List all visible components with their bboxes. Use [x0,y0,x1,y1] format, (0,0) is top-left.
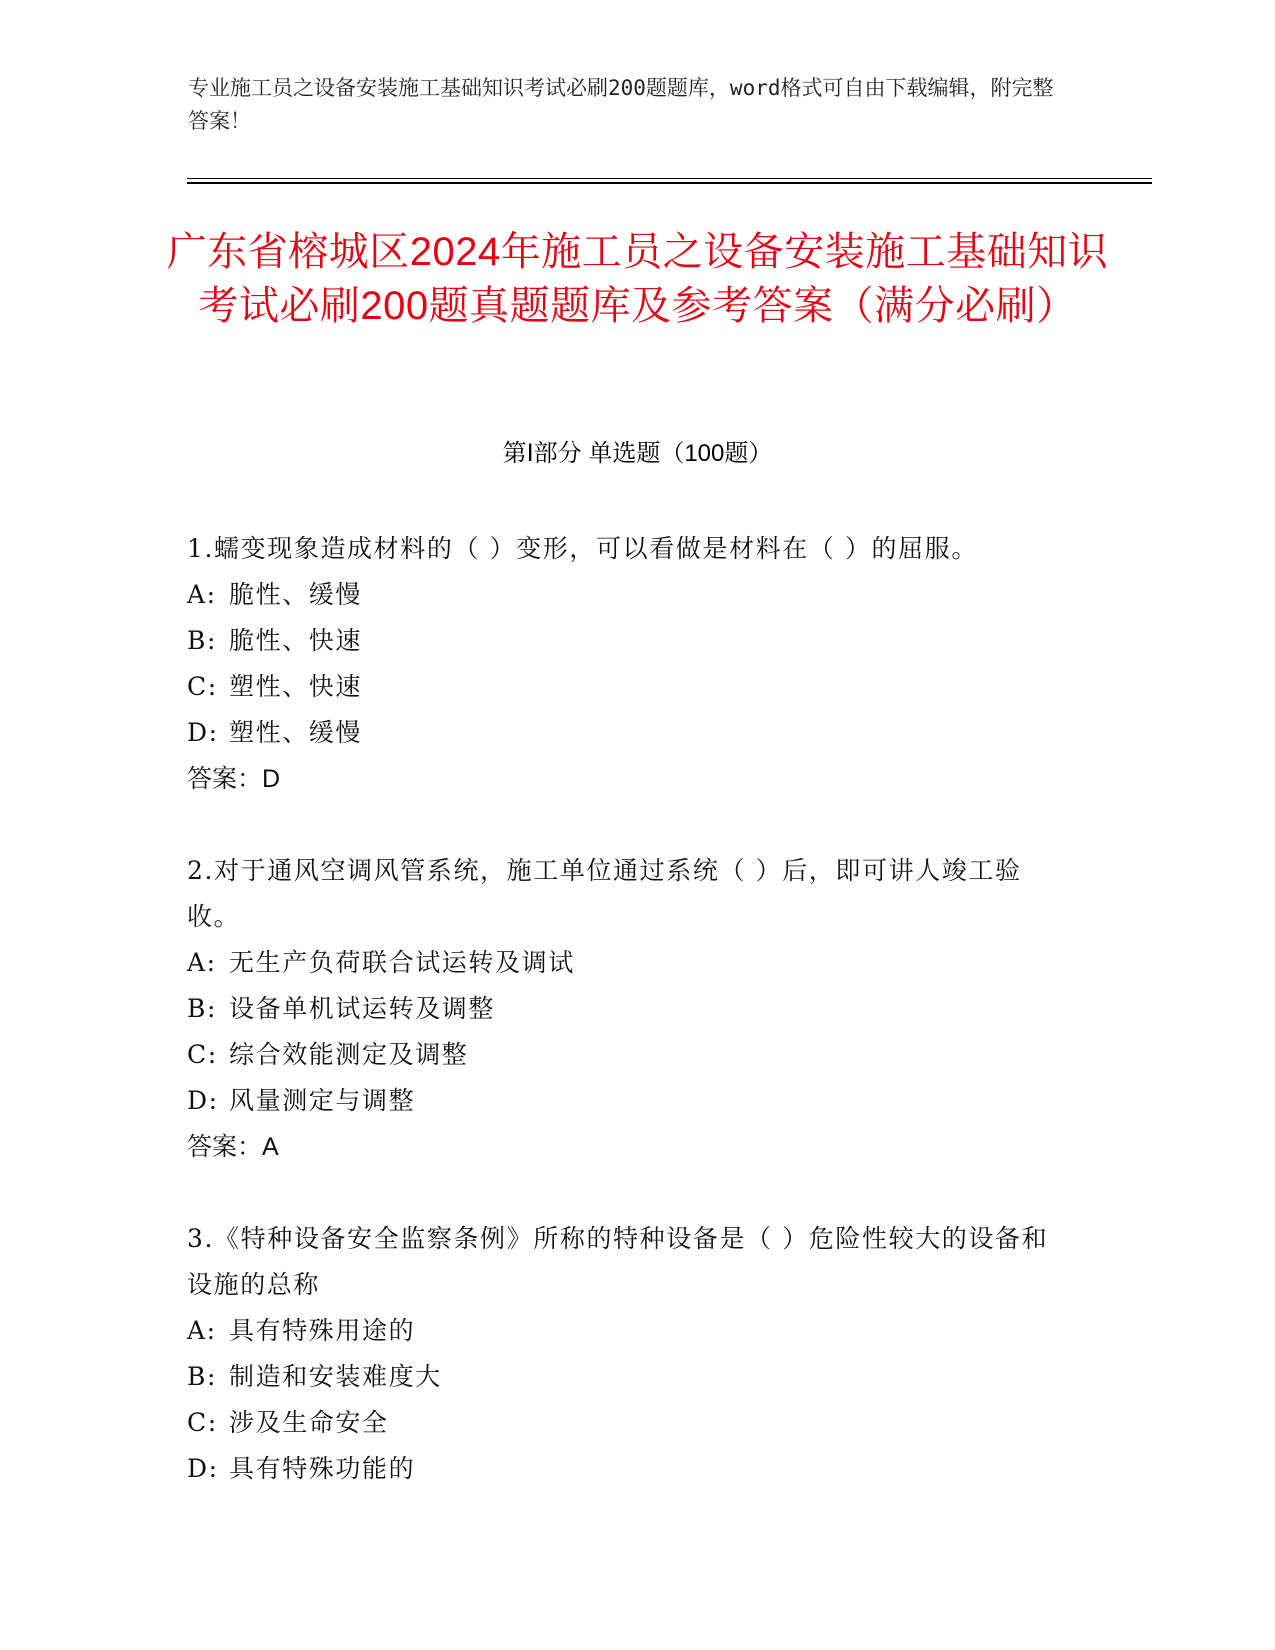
question-2 [187,848,1067,1170]
option-c [187,1032,1067,1078]
option-letter: C: [187,1040,218,1069]
header-note: 专业施工员之设备安装施工基础知识考试必刷200题题库，word格式可自由下载编辑，附完整答案！ [188,76,1054,133]
option-text: 脆性、缓慢 [229,580,363,609]
option-text: 脆性、快速 [229,626,363,655]
option-text: 风量测定与调整 [229,1086,416,1115]
question-3 [187,1216,1067,1492]
option-text: 涉及生命安全 [229,1408,389,1437]
option-text: 塑性、快速 [229,672,363,701]
option-text: 具有特殊用途的 [229,1316,416,1345]
question-stem: 1.蠕变现象造成材料的（ ）变形，可以看做是材料在（ ）的屈服。 [187,534,978,563]
section-heading: 第Ⅰ部分 单选题（100题） [502,440,773,467]
option-letter: A: [187,948,217,977]
header-divider-thin [187,178,1152,179]
option-text: 制造和安装难度大 [229,1362,442,1391]
option-d [187,710,1067,756]
option-a [187,1308,1067,1354]
option-letter: A: [187,580,217,609]
option-text: 设备单机试运转及调整 [229,994,496,1023]
option-letter: A: [187,1316,217,1345]
option-b [187,1354,1067,1400]
option-a [187,572,1067,618]
option-letter: C: [187,1408,218,1437]
option-b [187,986,1067,1032]
option-text: 无生产负荷联合试运转及调试 [229,948,575,977]
option-text: 具有特殊功能的 [229,1454,416,1483]
option-d [187,1446,1067,1492]
option-letter: B: [187,994,217,1023]
option-text: 塑性、缓慢 [229,718,363,747]
answer: 答案：A [187,1133,279,1161]
option-letter: D: [187,1454,219,1483]
question-stem: 2.对于通风空调风管系统，施工单位通过系统（ ）后，即可讲人竣工验收。 [187,856,1022,931]
answer: 答案：D [187,765,281,793]
header-divider-thick [187,182,1152,184]
option-b [187,618,1067,664]
question-list [187,526,1067,1538]
question-1 [187,526,1067,802]
option-letter: D: [187,1086,219,1115]
option-c [187,1400,1067,1446]
option-c [187,664,1067,710]
document-title: 广东省榕城区2024年施工员之设备安装施工基础知识考试必刷200题真题题库及参考答案（满分必刷） [166,230,1109,328]
option-text: 综合效能测定及调整 [229,1040,469,1069]
option-d [187,1078,1067,1124]
option-letter: D: [187,718,219,747]
option-letter: C: [187,672,218,701]
question-stem: 3.《特种设备安全监察条例》所称的特种设备是（ ）危险性较大的设备和设施的总称 [187,1224,1049,1299]
option-a [187,940,1067,986]
option-letter: B: [187,626,217,655]
option-letter: B: [187,1362,217,1391]
